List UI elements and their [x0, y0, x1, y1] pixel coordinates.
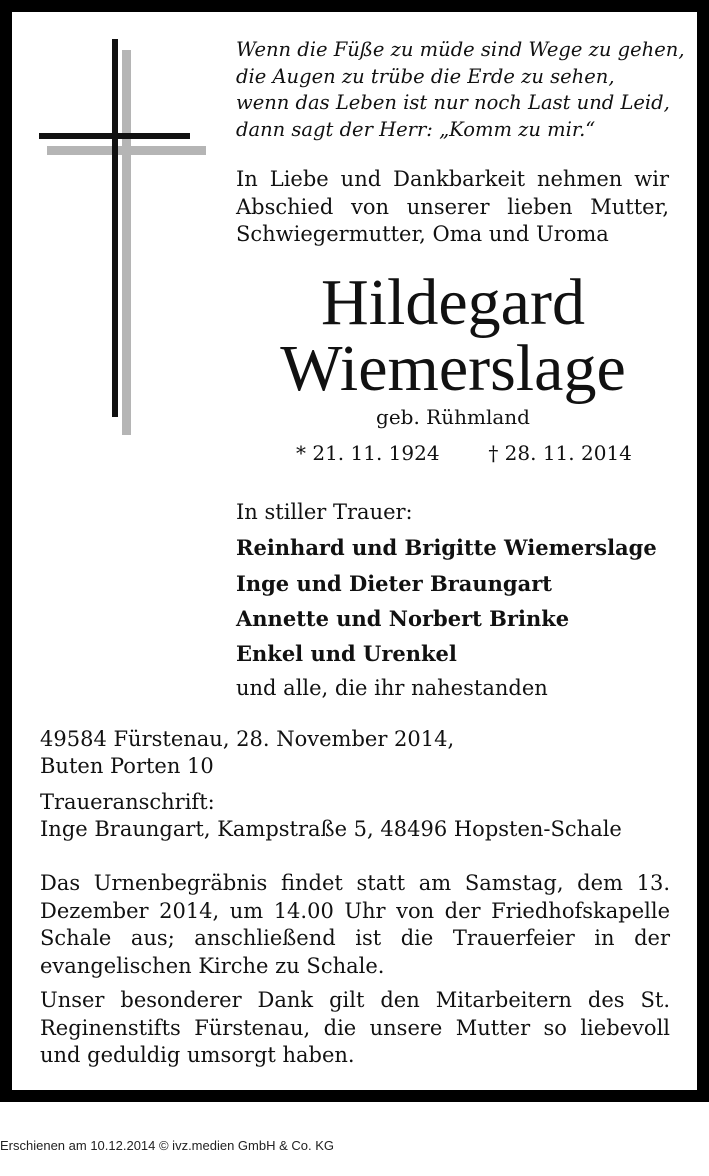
mourners-closing: und alle, die ihr nahestanden — [236, 676, 548, 701]
street-line: Buten Porten 10 — [40, 754, 214, 778]
publication-footer: Erschienen am 10.12.2014 © ivz.medien GmbH & Co. KG — [0, 1138, 335, 1153]
poem-line: Wenn die Füße zu müde sind Wege zu gehen, — [236, 38, 685, 61]
intro-line: Abschied von unserer lieben Mutter, — [236, 194, 669, 219]
poem-line: dann sagt der Herr: „Komm zu mir.“ — [236, 118, 596, 142]
birth-date: * 21. 11. 1924 — [296, 441, 440, 465]
mourners-block — [236, 495, 657, 707]
cross-shadow-vertical — [122, 50, 131, 435]
intro-line: In Liebe und Dankbarkeit nehmen wir — [236, 167, 669, 191]
place-date-line: 49584 Fürstenau, 28. November 2014, — [40, 727, 455, 751]
birth-name: geb. Rühmland — [376, 405, 530, 429]
mourner-name: Reinhard und Brigitte Wiemerslage — [236, 535, 657, 561]
mourner-name: Enkel und Urenkel — [236, 641, 457, 667]
mourners-heading: In stiller Trauer: — [236, 500, 413, 524]
mourning-address — [40, 789, 622, 843]
place-date-address — [40, 726, 454, 780]
cross-shadow-horizontal — [47, 146, 206, 155]
poem — [236, 37, 685, 144]
thanks-paragraph: Unser besonderer Dank gilt den Mitarbeitern des St. Reginenstifts Fürstenau, die unsere Mutter so liebevoll und geduldig umsorgt haben. — [40, 988, 670, 1067]
life-dates — [296, 441, 632, 465]
intro-text — [236, 166, 669, 249]
deceased-last-name: Wiemerslage — [280, 332, 626, 405]
mourning-address-label: Traueranschrift: — [40, 790, 215, 814]
death-date: † 28. 11. 2014 — [488, 441, 632, 465]
mourner-name: Annette und Norbert Brinke — [236, 605, 570, 631]
intro-line: Schwiegermutter, Oma und Uroma — [236, 222, 609, 246]
cross-vertical-bar — [112, 39, 118, 417]
mourner-name: Inge und Dieter Braungart — [236, 570, 552, 596]
poem-line: wenn das Leben ist nur noch Last und Leid, — [236, 91, 670, 115]
deceased-first-name: Hildegard — [321, 266, 585, 339]
mourning-address-value: Inge Braungart, Kampstraße 5, 48496 Hopsten-Schale — [40, 817, 622, 841]
funeral-paragraph: Das Urnenbegräbnis findet statt am Samstag, dem 13. Dezember 2014, um 14.00 Uhr von der Friedhofskapelle Schale aus; anschließend ist die Trauerfeier in der evangelischen Kirche zu Schale. — [40, 871, 670, 978]
cross-horizontal-bar — [39, 133, 190, 139]
poem-line: die Augen zu trübe die Erde zu sehen, — [236, 64, 615, 88]
